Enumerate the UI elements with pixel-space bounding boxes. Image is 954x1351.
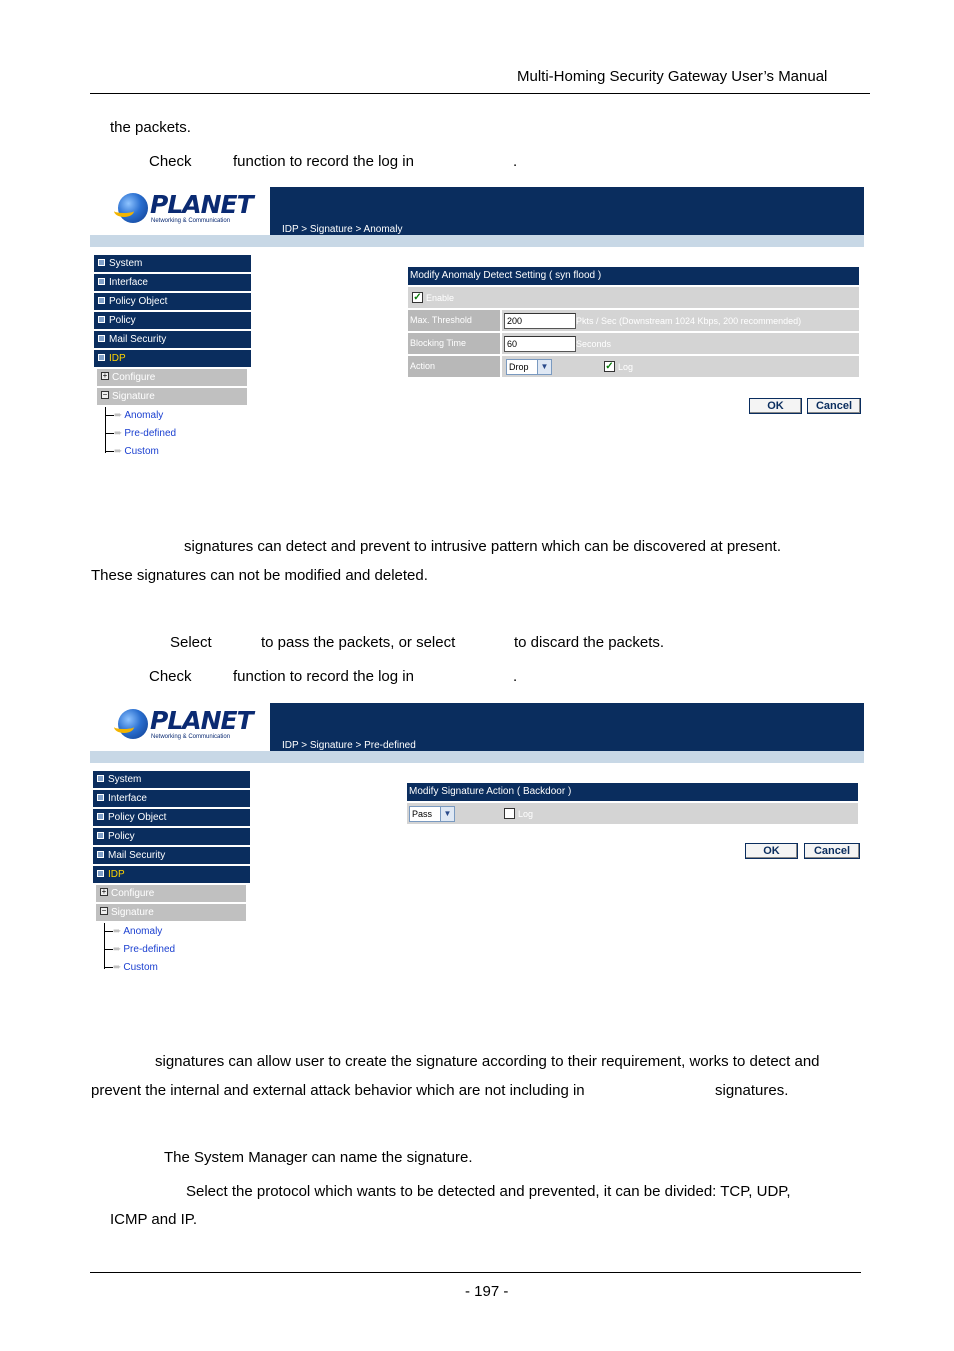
threshold-row bbox=[408, 310, 859, 331]
ok-button[interactable]: OK bbox=[745, 843, 798, 859]
threshold-label: Max. Threshold bbox=[408, 310, 500, 331]
blocking-row bbox=[408, 333, 859, 354]
tree-item-custom[interactable]: ➨ Custom bbox=[105, 443, 159, 461]
log-checkbox[interactable] bbox=[504, 808, 515, 819]
tree-item-pre-defined[interactable]: ➨ Pre-defined bbox=[104, 941, 175, 959]
collapse-icon bbox=[97, 870, 104, 877]
expand-icon bbox=[97, 832, 104, 839]
body-text: function to record the log in bbox=[233, 153, 414, 170]
arrow-right-icon: ➨ bbox=[114, 428, 123, 439]
submenu-signature[interactable]: − Signature bbox=[96, 904, 246, 921]
menu-item-idp[interactable]: IDP bbox=[93, 866, 250, 883]
plus-icon: + bbox=[101, 887, 107, 897]
chevron-down-icon: ▼ bbox=[537, 360, 551, 374]
sidebar-menu bbox=[94, 255, 251, 463]
submenu-signature[interactable]: − Signature bbox=[97, 388, 247, 405]
logo-subtitle: Networking & Communication bbox=[151, 734, 231, 740]
swoosh-icon bbox=[114, 205, 134, 217]
chevron-down-icon: ▼ bbox=[440, 807, 454, 821]
body-text: The System Manager can name the signature. bbox=[164, 1149, 473, 1166]
ok-button[interactable]: OK bbox=[749, 398, 802, 414]
breadcrumb: IDP > Signature > Pre-defined bbox=[282, 740, 416, 751]
threshold-input[interactable]: 200 bbox=[504, 313, 576, 329]
screenshot-anomaly bbox=[90, 187, 864, 472]
blocking-unit: Seconds bbox=[576, 339, 612, 349]
body-text: Select bbox=[170, 634, 212, 651]
arrow-right-icon: ➨ bbox=[113, 944, 122, 955]
body-text: signatures. bbox=[715, 1082, 789, 1099]
tree-item-anomaly[interactable]: ➨ Anomaly bbox=[105, 407, 163, 425]
logo-word: PLANET bbox=[150, 190, 253, 219]
planet-logo bbox=[90, 703, 270, 751]
menu-item-system[interactable]: System bbox=[94, 255, 251, 272]
body-text: the packets. bbox=[110, 119, 191, 136]
menu-item-policy[interactable]: Policy bbox=[94, 312, 251, 329]
action-row bbox=[407, 803, 858, 824]
body-text: . bbox=[513, 153, 518, 170]
collapse-icon bbox=[98, 354, 105, 361]
expand-icon bbox=[98, 259, 105, 266]
body-text: These signatures can not be modified and deleted. bbox=[91, 567, 428, 584]
minus-icon: − bbox=[101, 906, 107, 916]
body-text: . bbox=[513, 668, 518, 685]
body-text: prevent the internal and external attack behavior which are not including in bbox=[91, 1082, 585, 1099]
breadcrumb: IDP > Signature > Anomaly bbox=[282, 224, 403, 235]
screenshot-pre-defined bbox=[90, 703, 864, 988]
expand-icon bbox=[97, 851, 104, 858]
banner bbox=[90, 703, 864, 751]
blocking-input[interactable]: 60 bbox=[504, 336, 576, 352]
swoosh-icon bbox=[114, 721, 134, 733]
menu-item-interface[interactable]: Interface bbox=[94, 274, 251, 291]
body-text: signatures can detect and prevent to intrusive pattern which can be discovered at present. bbox=[184, 538, 782, 555]
enable-label: Enable bbox=[426, 293, 455, 303]
minus-icon: − bbox=[102, 390, 108, 400]
cancel-button[interactable]: Cancel bbox=[807, 398, 861, 414]
form-title: Modify Anomaly Detect Setting ( syn flood ) bbox=[408, 267, 859, 285]
action-select[interactable]: Drop ▼ bbox=[506, 359, 552, 375]
blocking-label: Blocking Time bbox=[408, 333, 500, 354]
arrow-right-icon: ➨ bbox=[113, 962, 122, 973]
page-number: - 197 - bbox=[465, 1283, 509, 1300]
body-text: Check bbox=[149, 668, 192, 685]
sidebar-menu bbox=[93, 771, 250, 979]
expand-icon bbox=[98, 316, 105, 323]
body-text: to discard the packets. bbox=[514, 634, 665, 651]
anomaly-form bbox=[408, 267, 859, 377]
menu-item-policy-object[interactable]: Policy Object bbox=[94, 293, 251, 310]
signature-tree bbox=[102, 407, 251, 463]
manual-title: Multi-Homing Security Gateway User’s Manual bbox=[517, 68, 828, 85]
menu-item-policy[interactable]: Policy bbox=[93, 828, 250, 845]
action-row bbox=[408, 356, 859, 377]
cancel-button[interactable]: Cancel bbox=[804, 843, 860, 859]
form-title: Modify Signature Action ( Backdoor ) bbox=[407, 783, 858, 801]
threshold-hint: Pkts / Sec (Downstream 1024 Kbps, 200 recommended) bbox=[576, 316, 802, 326]
logo-subtitle: Networking & Communication bbox=[151, 218, 231, 224]
menu-item-mail-security[interactable]: Mail Security bbox=[94, 331, 251, 348]
menu-item-interface[interactable]: Interface bbox=[93, 790, 250, 807]
body-text: ICMP and IP. bbox=[110, 1211, 197, 1228]
menu-item-mail-security[interactable]: Mail Security bbox=[93, 847, 250, 864]
header-rule bbox=[90, 93, 870, 94]
body-text: function to record the log in bbox=[233, 668, 414, 685]
menu-item-idp[interactable]: IDP bbox=[94, 350, 251, 367]
expand-icon bbox=[97, 813, 104, 820]
log-checkbox[interactable]: ✓ bbox=[605, 361, 614, 372]
expand-icon bbox=[97, 775, 104, 782]
tree-item-anomaly[interactable]: ➨ Anomaly bbox=[104, 923, 162, 941]
enable-checkbox[interactable]: ✓ bbox=[413, 292, 422, 303]
expand-icon bbox=[98, 297, 105, 304]
action-label: Action bbox=[408, 356, 500, 377]
menu-item-policy-object[interactable]: Policy Object bbox=[93, 809, 250, 826]
menu-item-system[interactable]: System bbox=[93, 771, 250, 788]
signature-tree bbox=[101, 923, 250, 979]
banner bbox=[90, 187, 864, 235]
arrow-right-icon: ➨ bbox=[114, 446, 123, 457]
arrow-right-icon: ➨ bbox=[113, 926, 122, 937]
expand-icon bbox=[98, 278, 105, 285]
tree-item-custom[interactable]: ➨ Custom bbox=[104, 959, 158, 977]
signature-action-form bbox=[407, 783, 858, 824]
submenu-configure[interactable]: + Configure bbox=[97, 369, 247, 386]
sub-bar bbox=[90, 235, 864, 247]
enable-row bbox=[408, 287, 859, 308]
log-label: Log bbox=[518, 809, 534, 819]
footer-rule bbox=[90, 1272, 861, 1273]
arrow-right-icon: ➨ bbox=[114, 410, 123, 421]
log-label: Log bbox=[618, 362, 634, 372]
plus-icon: + bbox=[102, 371, 108, 381]
planet-logo bbox=[90, 187, 270, 235]
body-text: Check bbox=[149, 153, 192, 170]
logo-word: PLANET bbox=[150, 706, 253, 735]
action-select[interactable]: Pass ▼ bbox=[409, 806, 455, 822]
body-text: signatures can allow user to create the signature according to their requirement, works to detect and bbox=[155, 1053, 820, 1070]
tree-item-pre-defined[interactable]: ➨ Pre-defined bbox=[105, 425, 176, 443]
expand-icon bbox=[97, 794, 104, 801]
expand-icon bbox=[98, 335, 105, 342]
body-text: to pass the packets, or select bbox=[261, 634, 456, 651]
submenu-configure[interactable]: + Configure bbox=[96, 885, 246, 902]
sub-bar bbox=[90, 751, 864, 763]
body-text: Select the protocol which wants to be detected and prevented, it can be divided: TCP, UDP, bbox=[186, 1183, 791, 1200]
